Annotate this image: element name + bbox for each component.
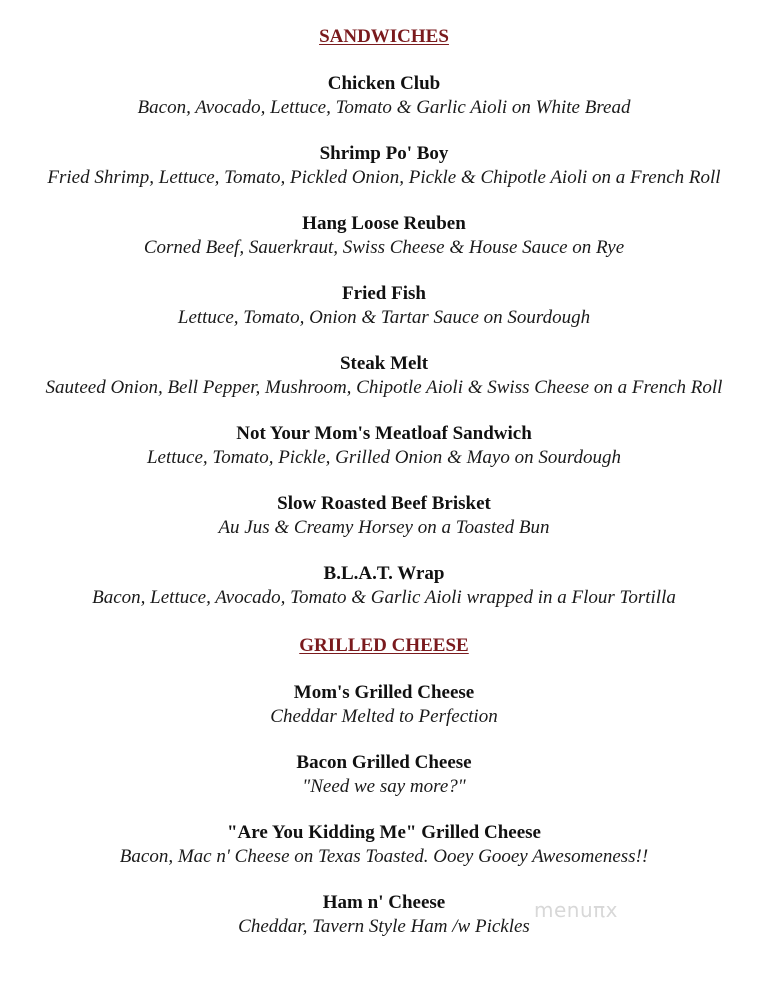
item-description: Bacon, Avocado, Lettuce, Tomato & Garlic Aioli on White Bread: [137, 97, 631, 118]
item-description: Cheddar Melted to Perfection: [270, 706, 498, 727]
menu-item: [0, 72, 768, 120]
menu-item: [0, 891, 768, 939]
section-sandwiches: [0, 24, 768, 610]
item-description: Lettuce, Tomato, Pickle, Grilled Onion & Mayo on Sourdough: [146, 447, 622, 468]
item-name: Slow Roasted Beef Brisket: [277, 493, 491, 514]
item-name: B.L.A.T. Wrap: [323, 563, 445, 584]
menupix-watermark: menuπx: [534, 898, 619, 922]
section-title: SANDWICHES: [319, 26, 449, 47]
menu-item: [0, 352, 768, 400]
menu-item: [0, 492, 768, 540]
item-name: Chicken Club: [327, 73, 441, 94]
item-description: Bacon, Lettuce, Avocado, Tomato & Garlic Aioli wrapped in a Flour Tortilla: [92, 587, 676, 608]
menu-item: [0, 212, 768, 260]
item-description: "Need we say more?": [302, 776, 466, 797]
item-description: Cheddar, Tavern Style Ham /w Pickles: [238, 916, 530, 937]
item-name: Hang Loose Reuben: [302, 213, 466, 234]
item-name: "Are You Kidding Me" Grilled Cheese: [226, 822, 541, 843]
menu-item: [0, 821, 768, 869]
menu-item: [0, 681, 768, 729]
menu-item: [0, 562, 768, 610]
menu-item: [0, 422, 768, 470]
item-name: Fried Fish: [342, 283, 426, 304]
section-title: GRILLED CHEESE: [299, 635, 469, 656]
item-name: Shrimp Po' Boy: [319, 143, 449, 164]
item-description: Lettuce, Tomato, Onion & Tartar Sauce on Sourdough: [177, 307, 591, 328]
item-name: Mom's Grilled Cheese: [293, 682, 475, 703]
section-grilled-cheese: [0, 633, 768, 939]
item-name: Ham n' Cheese: [322, 892, 446, 913]
menu-item: [0, 282, 768, 330]
item-description: Corned Beef, Sauerkraut, Swiss Cheese & House Sauce on Rye: [143, 237, 625, 258]
item-description: Fried Shrimp, Lettuce, Tomato, Pickled Onion, Pickle & Chipotle Aioli on a French Roll: [47, 167, 721, 188]
menu-page: [0, 24, 768, 939]
item-name: Steak Melt: [339, 353, 429, 374]
menu-item: [0, 142, 768, 190]
item-name: Bacon Grilled Cheese: [296, 752, 472, 773]
item-description: Sauteed Onion, Bell Pepper, Mushroom, Chipotle Aioli & Swiss Cheese on a French Roll: [45, 377, 723, 398]
item-name: Not Your Mom's Meatloaf Sandwich: [236, 423, 532, 444]
menu-item: [0, 751, 768, 799]
item-description: Bacon, Mac n' Cheese on Texas Toasted. Ooey Gooey Awesomeness!!: [119, 846, 649, 867]
item-description: Au Jus & Creamy Horsey on a Toasted Bun: [218, 517, 550, 538]
